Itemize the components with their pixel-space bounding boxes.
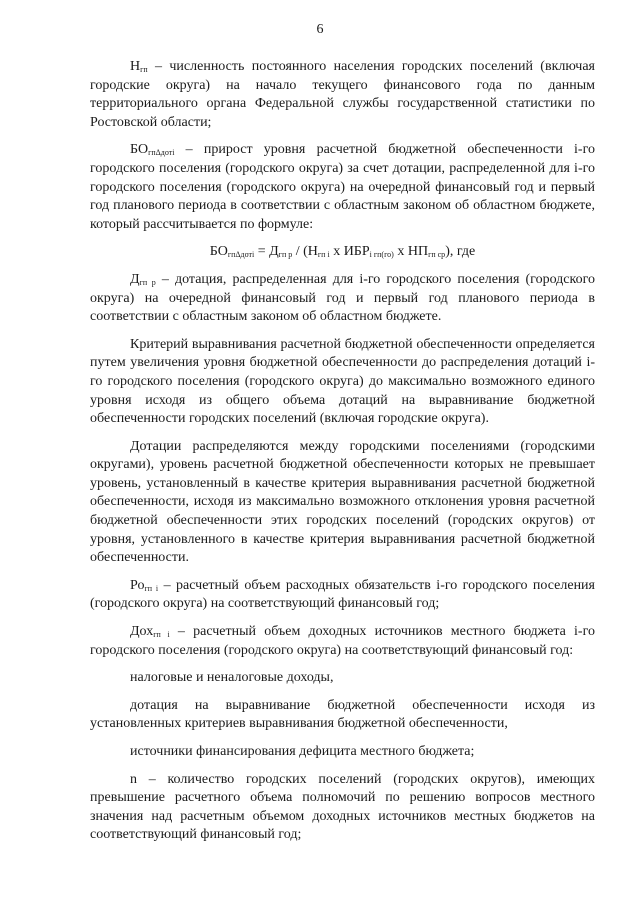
symbol: БО: [130, 142, 149, 158]
symbol-subscript: гп i: [144, 583, 159, 593]
paragraph-distribution: Дотации распределяются между городскими поселениями (городскими округами), уровень расчетной бюджетной обеспеченности которых не превышает уровень, установленный в качестве критерия выравнивания расчетной бюджетной обеспеченности, исходя из максимально возможного отклонения уровня расчетной бюджетной обеспеченности этих городских поселений (городских округов) от уровня, установленного в качестве критерия выравнивания расчетной бюджетной обеспеченности.: [90, 438, 595, 566]
paragraph-text: – дотация, распределенная для i-го городского поселения (городского округа) на очередной финансовый год и первый год планового периода в соответствии с областным законом об областном бюджете.: [90, 271, 595, 325]
formula: [90, 243, 595, 262]
formula-subscript: i гп(го): [369, 250, 394, 260]
formula-part: х ИБР: [329, 244, 370, 260]
paragraph-criterion: Критерий выравнивания расчетной бюджетной обеспеченности определяется путем увеличения уровня бюджетной обеспеченности до распределения дотаций i-го городского поселения (городского округа) до максимально возможного единого уровня исходя из общего объема дотаций на выравнивание бюджетной обеспеченности городских поселений (включая городские округа).: [90, 336, 595, 427]
paragraph-n-definition: n – количество городских поселений (городских округов), имеющих превышение расчетного объема полномочий по решению вопросов местного значения над расчетным объемом доходных источников местных бюджетов на соответствующий финансовый год;: [90, 771, 595, 843]
formula-subscript: гп i: [317, 250, 330, 260]
paragraph-ngp-definition: [90, 58, 595, 132]
symbol: Ро: [130, 577, 145, 593]
formula-part: = Д: [254, 244, 279, 260]
formula-subscript: гпΔдотi: [227, 250, 255, 260]
formula-subscript: гп р: [278, 250, 293, 260]
paragraph-ro-definition: [90, 577, 595, 614]
formula-part: / (Н: [292, 244, 318, 260]
symbol-subscript: гп: [140, 65, 148, 74]
paragraph-dgp-definition: [90, 271, 595, 327]
symbol-subscript: гп р: [139, 277, 156, 287]
list-item-tax-income: налоговые и неналоговые доходы,: [130, 670, 334, 686]
paragraph-text: – расчетный объем расходных обязательств i-го городского поселения (городского округа) на соответствующий финансовый год;: [90, 577, 595, 612]
symbol: Д: [130, 271, 140, 287]
symbol-subscript: гпΔдотi: [148, 148, 175, 158]
symbol: Дох: [130, 624, 154, 640]
paragraph-dox-definition: [90, 623, 595, 660]
paragraph-bo-definition: [90, 141, 595, 234]
paragraph-text: – расчетный объем доходных источников местного бюджета i-го городского поселения (городского округа) на соответствующий финансовый год:: [90, 624, 595, 658]
symbol: Н: [130, 59, 141, 74]
formula-subscript: гп ср: [428, 250, 446, 260]
document-body: [90, 58, 595, 854]
list-item-equalization-grant: дотация на выравнивание бюджетной обеспеченности исходя из установленных критериев выравнивания бюджетной обеспеченности,: [90, 697, 595, 732]
paragraph-text: – численность постоянного населения городских поселений (включая городские округа) на начало текущего финансового года по данным территориального органа Федеральной службы государственной статистики по Ростовской области;: [90, 59, 595, 130]
symbol-subscript: гп i: [153, 630, 170, 640]
paragraph-text: – прирост уровня расчетной бюджетной обеспеченности i-го городского поселения (городского округа) за счет дотации, распределенной для i-го городского поселения (городского округа) на очередной финансовый год и первый год планового периода в соответствии с областным законом об областном бюджете, который рассчитывается по формуле:: [90, 142, 595, 232]
formula-part: ), где: [445, 244, 476, 260]
list-item-deficit-financing: источники финансирования дефицита местного бюджета;: [130, 744, 475, 759]
page-number: 6: [316, 22, 324, 37]
formula-part: БО: [209, 244, 228, 260]
formula-part: х НП: [393, 244, 429, 260]
